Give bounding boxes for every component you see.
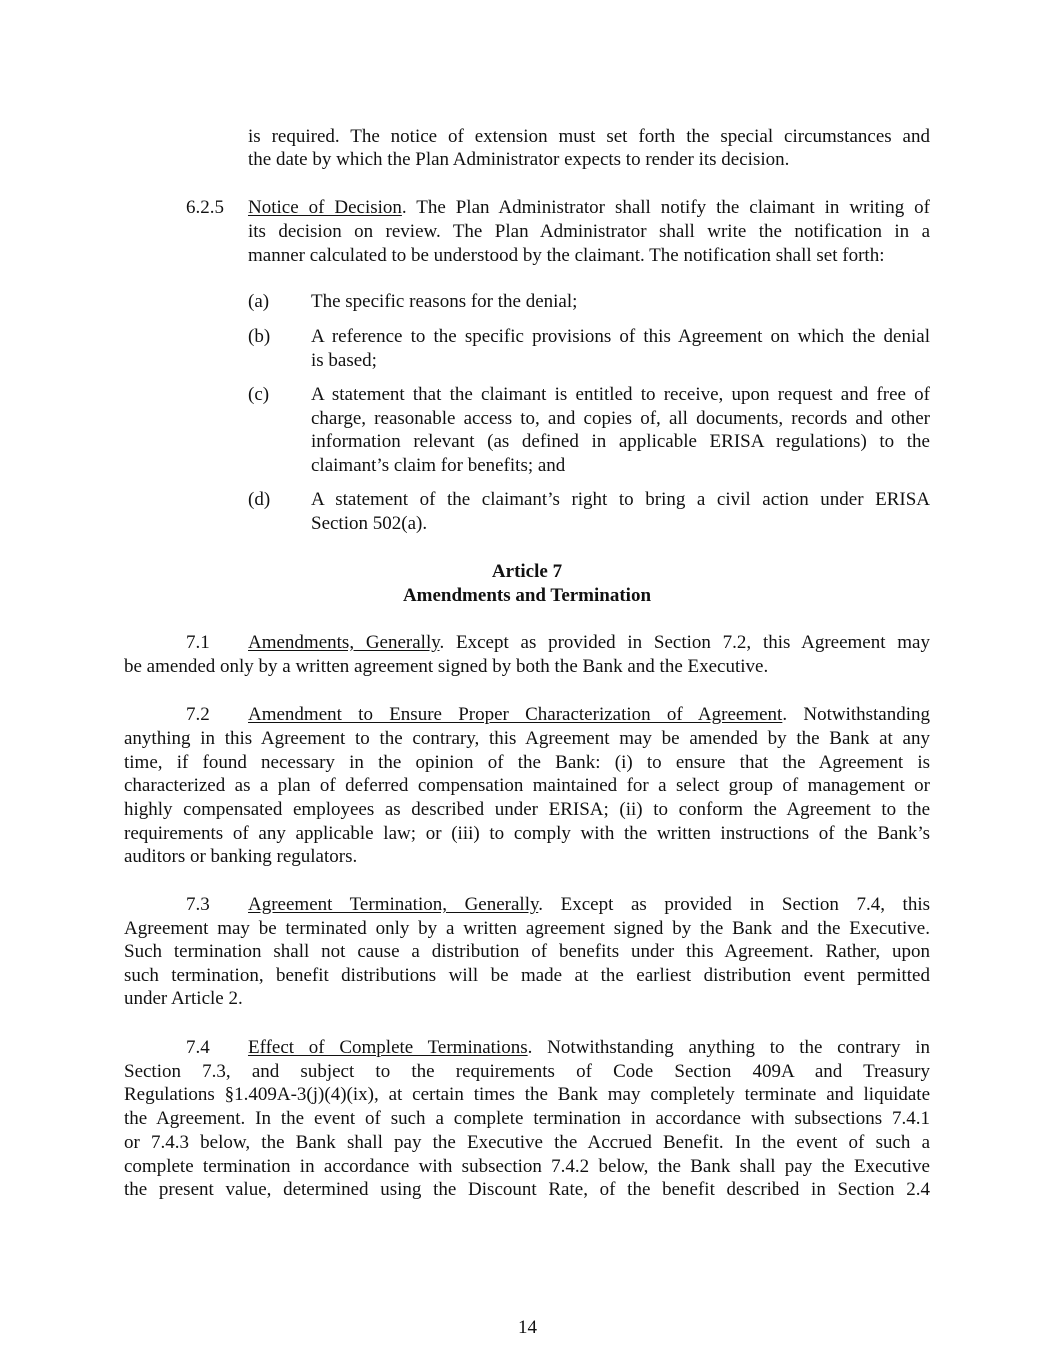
text-line: such termination, benefit distributions will be made at the earliest distribution event permitted (124, 965, 930, 986)
text-line (248, 1036, 930, 1060)
article-title: Article 7 (491, 561, 563, 582)
text-line: A reference to the specific provisions of this Agreement on which the denial (311, 326, 930, 347)
section-number: 6.2.5 (186, 197, 224, 218)
text-line: is based; (311, 350, 377, 371)
text-line: under Article 2. (124, 988, 243, 1009)
text-line (248, 893, 930, 917)
text-line: be amended only by a written agreement signed by both the Bank and the Executive. (124, 656, 769, 677)
text-line: highly compensated employees as described under ERISA; (ii) to conform the Agreement to the (124, 799, 930, 820)
article-subtitle: Amendments and Termination (402, 585, 652, 606)
text-line: The specific reasons for the denial; (311, 291, 578, 312)
item-label: (d) (248, 489, 271, 510)
text-line: Section 7.3, and subject to the requirements of Code Section 409A and Treasury (124, 1061, 930, 1082)
text-line: auditors or banking regulators. (124, 846, 358, 867)
text-line: time, if found necessary in the opinion of the Bank: (i) to ensure that the Agreement is (124, 752, 930, 773)
text-line: Such termination shall not cause a distribution of benefits under this Agreement. Rather, upon (124, 941, 930, 962)
text-run: . Notwithstanding anything to the contrary in (527, 1037, 930, 1058)
text-run: . Notwithstanding (782, 704, 931, 725)
text-run: . The Plan Administrator shall notify the claimant in writing of (401, 197, 930, 218)
item-label: (c) (248, 384, 270, 405)
text-line (248, 196, 930, 220)
section-number: 7.4 (186, 1037, 210, 1058)
text-run: . Except as provided in Section 7.2, this Agreement may (439, 632, 930, 653)
section-heading: Effect of Complete Terminations (248, 1037, 528, 1058)
text-line: its decision on review. The Plan Administrator shall write the notification in a (248, 221, 930, 242)
text-line: is required. The notice of extension must set forth the special circumstances and (248, 126, 930, 147)
text-line (248, 631, 930, 655)
text-line: A statement of the claimant’s right to bring a civil action under ERISA (311, 489, 930, 510)
text-line: the date by which the Plan Administrator expects to render its decision. (248, 149, 790, 170)
text-line: Agreement may be terminated only by a written agreement signed by the Bank and the Executive. (124, 918, 930, 939)
page-number: 14 (518, 1317, 537, 1338)
section-heading: Agreement Termination, Generally (248, 894, 539, 915)
text-line: Section 502(a). (311, 513, 428, 534)
text-line: complete termination in accordance with subsection 7.4.2 below, the Bank shall pay the Executive (124, 1156, 930, 1177)
item-label: (a) (248, 291, 270, 312)
item-label: (b) (248, 326, 271, 347)
text-line: characterized as a plan of deferred compensation maintained for a select group of management or (124, 775, 930, 796)
text-line: information relevant (as defined in applicable ERISA regulations) to the (311, 431, 930, 452)
text-line: claimant’s claim for benefits; and (311, 455, 566, 476)
text-line: A statement that the claimant is entitled to receive, upon request and free of (311, 384, 930, 405)
section-number: 7.3 (186, 894, 210, 915)
text-run: . Except as provided in Section 7.4, this (538, 894, 930, 915)
section-number: 7.2 (186, 704, 210, 725)
text-line: manner calculated to be understood by the claimant. The notification shall set forth: (248, 245, 885, 266)
section-heading: Amendment to Ensure Proper Characterization of Agreement (248, 704, 783, 725)
text-line: Regulations §1.409A-3(j)(4)(ix), at certain times the Bank may completely terminate and liquidate (124, 1084, 930, 1105)
section-number: 7.1 (186, 632, 210, 653)
text-line: anything in this Agreement to the contrary, this Agreement may be amended by the Bank at any (124, 728, 930, 749)
text-line: the present value, determined using the Discount Rate, of the benefit described in Section 2.4 (124, 1179, 930, 1200)
text-line: the Agreement. In the event of such a complete termination in accordance with subsections 7.4.1 (124, 1108, 930, 1129)
section-heading: Notice of Decision (248, 197, 402, 218)
text-line (248, 703, 930, 727)
text-line: charge, reasonable access to, and copies of, all documents, records and other (311, 408, 930, 429)
section-heading: Amendments, Generally (248, 632, 440, 653)
text-line: requirements of any applicable law; or (iii) to comply with the written instructions of the Bank’s (124, 823, 930, 844)
text-line: or 7.4.3 below, the Bank shall pay the Executive the Accrued Benefit. In the event of such a (124, 1132, 930, 1153)
